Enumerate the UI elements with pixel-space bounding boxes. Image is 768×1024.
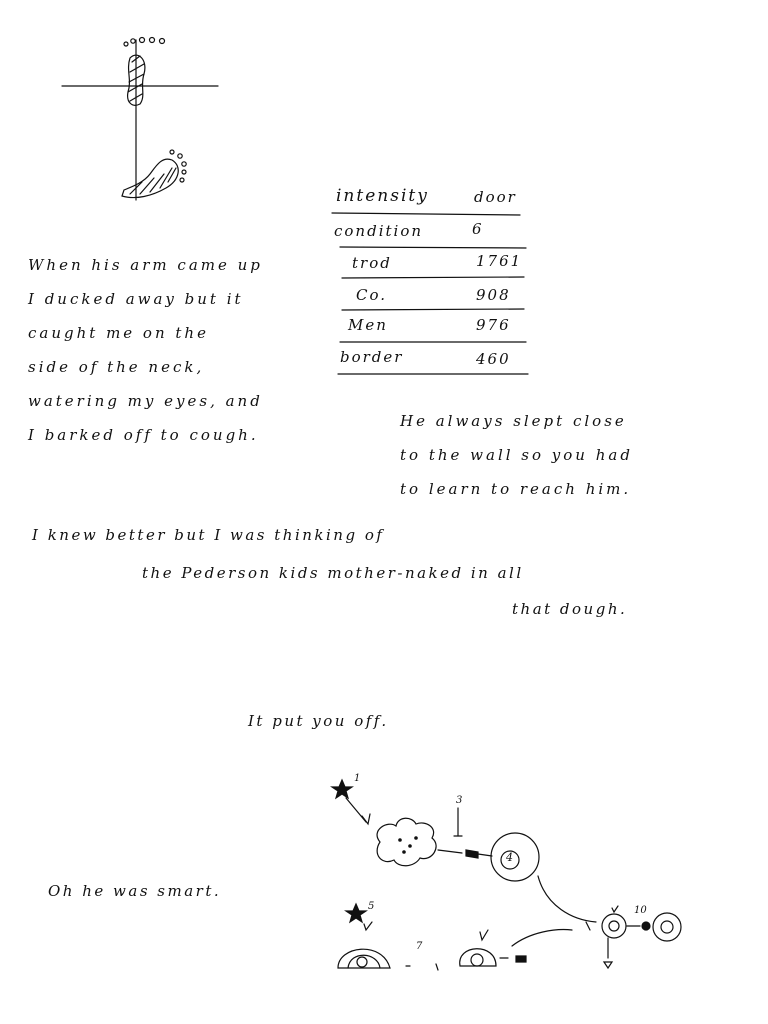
table-cell: 1761 xyxy=(476,252,523,270)
ring-node xyxy=(491,833,539,881)
diagram xyxy=(332,780,681,970)
text-line: side of the neck, xyxy=(28,358,205,376)
table-cell: Co. xyxy=(356,286,388,304)
paragraph-wide-line-1: I knew better but I was thinking of xyxy=(32,526,385,544)
text-line: to learn to reach him. xyxy=(400,480,632,498)
star-icon xyxy=(332,780,352,798)
text-line: I barked off to cough. xyxy=(28,426,259,444)
diagram-label: 4 xyxy=(506,851,513,864)
text-line: caught me on the xyxy=(28,324,209,342)
table-cell: 6 xyxy=(472,220,484,238)
diagram-label: 5 xyxy=(368,901,375,912)
diagram-label: 1 xyxy=(354,773,361,784)
cloud-shape xyxy=(377,818,436,866)
table-header-intensity: intensity xyxy=(336,186,429,206)
text-line: I ducked away but it xyxy=(28,290,244,308)
note-center: It put you off. xyxy=(248,712,389,730)
diagram-label: 3 xyxy=(456,795,463,806)
text-line: watering my eyes, and xyxy=(28,392,263,410)
star-icon xyxy=(346,904,366,922)
table-cell: condition xyxy=(334,222,424,240)
diagram-label: 7 xyxy=(416,941,423,952)
table-cell: border xyxy=(340,348,404,366)
table-cell: Men xyxy=(348,316,388,334)
text-line: When his arm came up xyxy=(28,256,263,274)
paragraph-right xyxy=(400,414,633,516)
table-cell: 908 xyxy=(476,286,511,304)
paragraph-left xyxy=(28,258,263,462)
note-bottom-left: Oh he was smart. xyxy=(48,882,222,900)
table-header-door: door xyxy=(474,188,517,206)
table-cell: 460 xyxy=(476,350,511,368)
footprints-cross-icon xyxy=(62,38,218,201)
diagram-label: 10 xyxy=(634,905,647,916)
flag-icon xyxy=(466,850,478,858)
paragraph-wide-line-3: that dough. xyxy=(512,600,628,618)
table-cell: trod xyxy=(352,254,392,272)
flag-icon xyxy=(516,956,526,962)
text-line: He always slept close xyxy=(400,412,627,430)
text-line: to the wall so you had xyxy=(400,446,633,464)
paragraph-wide-line-2: the Pederson kids mother-naked in all xyxy=(142,564,524,582)
table-cell: 976 xyxy=(476,316,511,334)
